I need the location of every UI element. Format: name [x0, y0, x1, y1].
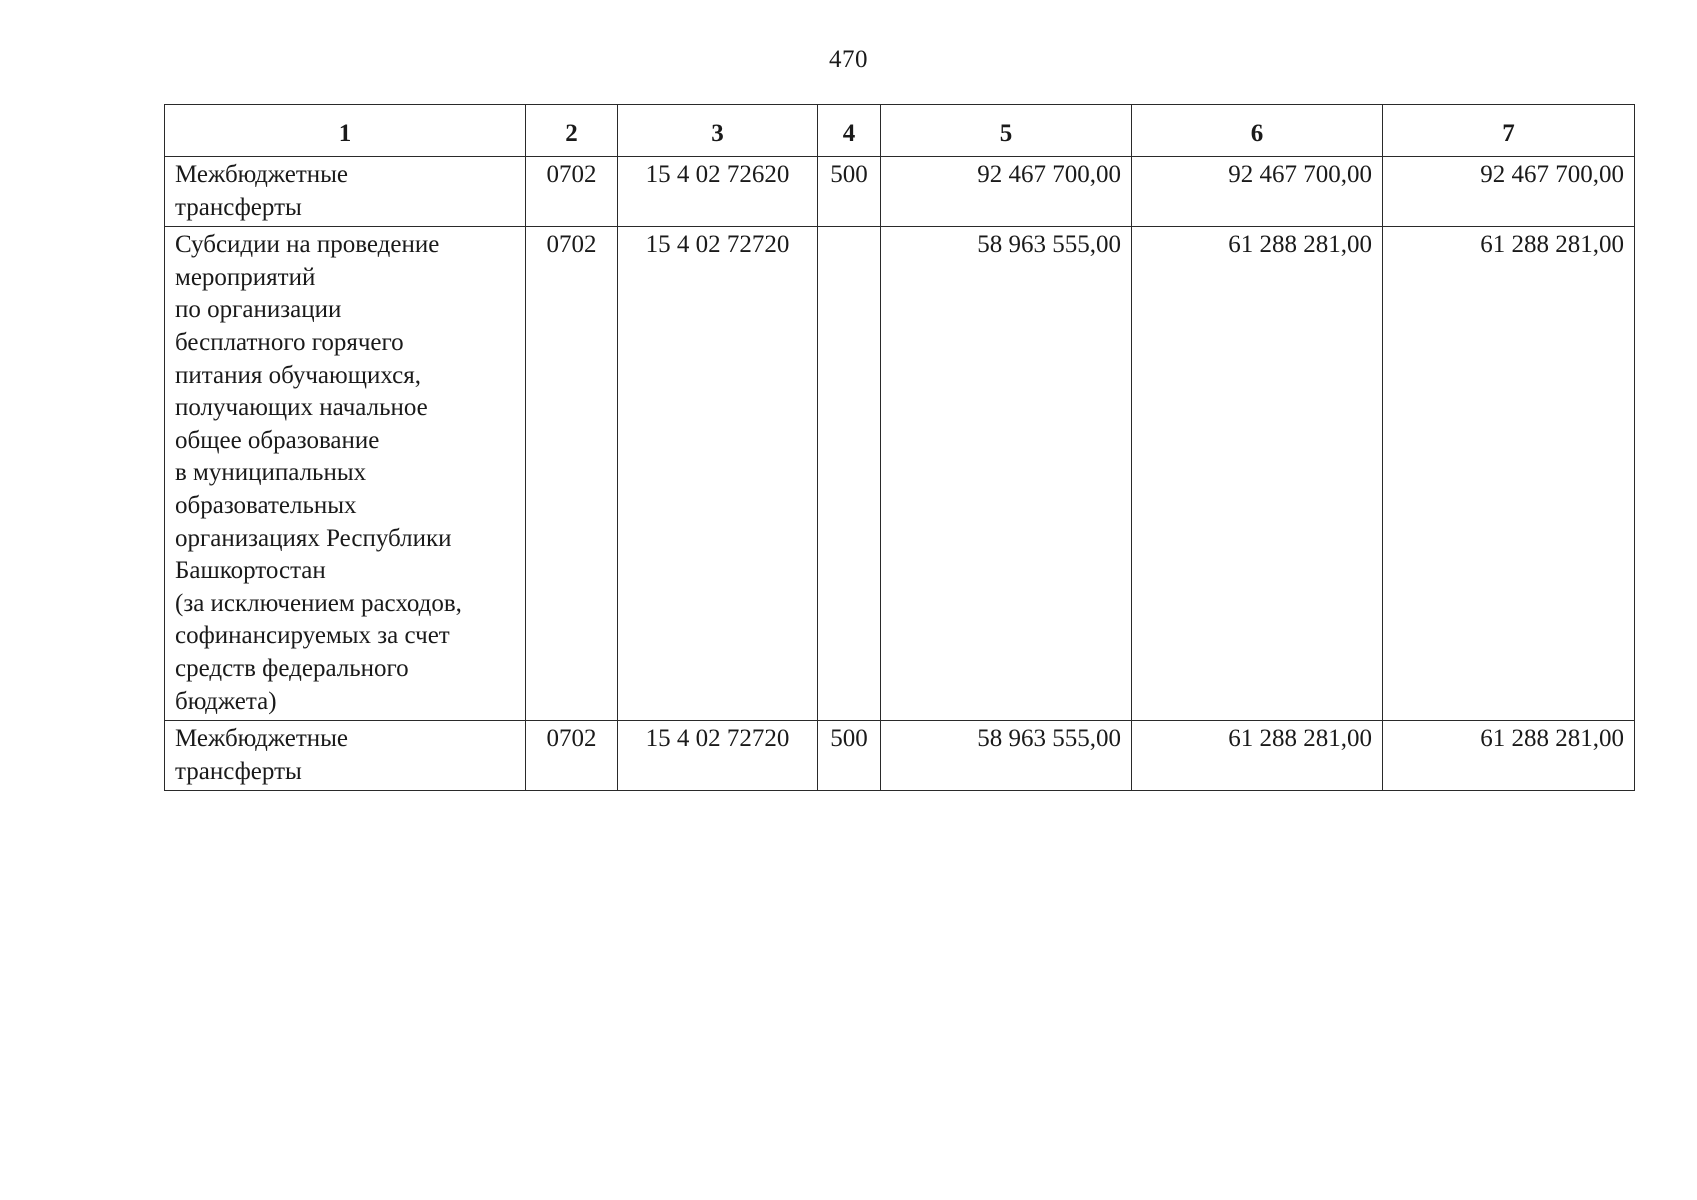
section-code: 0702 — [526, 227, 618, 721]
column-header: 7 — [1383, 105, 1635, 157]
table-row — [165, 721, 1635, 791]
budget-table — [164, 104, 1635, 791]
amount-col5: 58 963 555,00 — [881, 721, 1132, 791]
amount-col7: 61 288 281,00 — [1383, 227, 1635, 721]
amount-col5: 58 963 555,00 — [881, 227, 1132, 721]
row-name: Межбюджетные трансферты — [165, 721, 526, 791]
amount-col7: 61 288 281,00 — [1383, 721, 1635, 791]
section-code: 0702 — [526, 721, 618, 791]
expense-type: 500 — [818, 157, 881, 227]
row-name: Межбюджетные трансферты — [165, 157, 526, 227]
amount-col6: 61 288 281,00 — [1132, 227, 1383, 721]
target-code: 15 4 02 72720 — [618, 721, 818, 791]
row-name: Субсидии на проведение мероприятий по организации бесплатного горячего питания обучающихся, получающих начальное общее образование в муниципальных образовательных организациях Республики Башкортостан (за исключением расходов, софинансируемых за счет средств федерального бюджета) — [165, 227, 526, 721]
section-code: 0702 — [526, 157, 618, 227]
column-header: 4 — [818, 105, 881, 157]
table-header-row — [165, 105, 1635, 157]
column-header: 1 — [165, 105, 526, 157]
amount-col6: 61 288 281,00 — [1132, 721, 1383, 791]
expense-type — [818, 227, 881, 721]
column-header: 5 — [881, 105, 1132, 157]
target-code: 15 4 02 72720 — [618, 227, 818, 721]
table-row — [165, 227, 1635, 721]
amount-col5: 92 467 700,00 — [881, 157, 1132, 227]
page-number: 470 — [829, 46, 868, 73]
column-header: 2 — [526, 105, 618, 157]
expense-type: 500 — [818, 721, 881, 791]
target-code: 15 4 02 72620 — [618, 157, 818, 227]
column-header: 3 — [618, 105, 818, 157]
amount-col6: 92 467 700,00 — [1132, 157, 1383, 227]
column-header: 6 — [1132, 105, 1383, 157]
amount-col7: 92 467 700,00 — [1383, 157, 1635, 227]
table-row — [165, 157, 1635, 227]
